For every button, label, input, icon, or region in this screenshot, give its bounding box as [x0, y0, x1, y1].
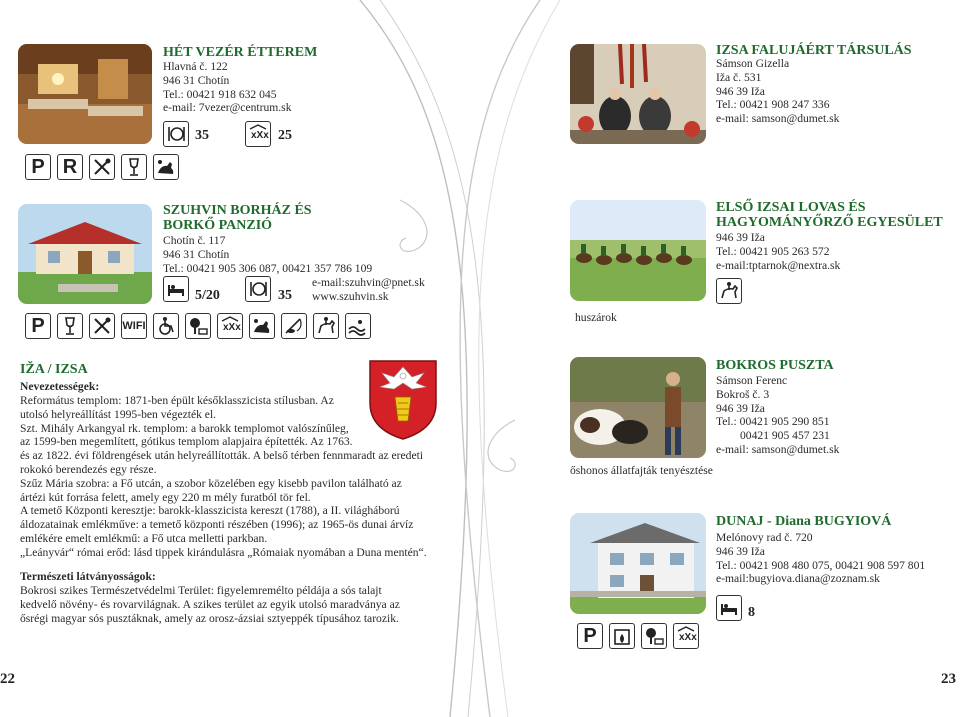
szuhvin-line: Tel.: 00421 905 306 087, 00421 357 786 109	[163, 261, 373, 275]
szuhvin-address	[163, 234, 372, 275]
svg-text:xXx: xXx	[223, 322, 241, 333]
bokros-title: BOKROS PUSZTA	[716, 358, 834, 373]
pets-allowed-icon	[153, 154, 179, 180]
szuhvin-beds: 5/20	[195, 288, 220, 303]
parking-icon: P	[25, 154, 51, 180]
livestock-breeding-photo	[570, 357, 706, 458]
szuhvin-web-link[interactable]: www.szuhvin.sk	[312, 290, 389, 303]
bokros-caption: őshonos állatfajták tenyésztése	[570, 464, 713, 477]
tools-icon	[89, 313, 115, 339]
iza-title: IŽA / IZSA	[20, 362, 88, 377]
iza-sights-heading: Nevezetességek:	[20, 380, 100, 393]
huszarok-caption: huszárok	[575, 311, 617, 324]
terrace-seating-icon	[217, 313, 243, 339]
svg-text:xXx: xXx	[679, 632, 697, 643]
garden-tree-icon	[641, 623, 667, 649]
iza-nature-heading: Természeti látványosságok:	[20, 570, 156, 583]
restaurant-interior-photo	[18, 44, 152, 144]
szuhvin-line: 946 31 Chotín	[163, 247, 230, 261]
elso-lovas-email[interactable]: e-mail:tptarnok@nextra.sk	[716, 258, 841, 272]
hetvezer-line: 946 31 Chotín	[163, 73, 230, 87]
spa-water-icon	[345, 313, 371, 339]
tools-icon	[89, 154, 115, 180]
dunaj-contacts: Melónovy rad č. 720 946 39 Iža Tel.: 00421 908 480 075, 00421 908 597 801 e-mail:bugyiova.diana@zoznam.sk	[716, 531, 926, 586]
hetvezer-address	[163, 60, 292, 115]
izsa-falu-contacts: Sámson Gizella Iža č. 531 946 39 Iža Tel.: 00421 908 247 336 e-mail: samson@dumet.sk	[716, 57, 840, 126]
dunaj-beds: 8	[748, 605, 755, 620]
fireplace-icon	[609, 623, 635, 649]
page-number-right: 23	[941, 671, 956, 687]
bokros-email[interactable]: e-mail: samson@dumet.sk	[716, 442, 840, 456]
szuhvin-email[interactable]: e-mail:szuhvin@pnet.sk	[312, 276, 425, 289]
dunaj-house-photo	[570, 513, 706, 614]
dunaj-title: DUNAJ - Diana BUGYIOVÁ	[716, 514, 892, 529]
pets-allowed-icon	[249, 313, 275, 339]
svg-text:xXx: xXx	[251, 130, 269, 141]
parking-icon: P	[577, 623, 603, 649]
restaurant-plate-icon	[163, 121, 189, 147]
hetvezer-email[interactable]: e-mail: 7vezer@centrum.sk	[163, 101, 292, 115]
szuhvin-house-photo	[18, 204, 152, 304]
izsa-falu-title: IZSA FALUJÁÉRT TÁRSULÁS	[716, 43, 912, 58]
women-weaving-photo	[570, 44, 706, 144]
izsa-falu-email[interactable]: e-mail: samson@dumet.sk	[716, 112, 840, 126]
szuhvin-title: SZUHVIN BORHÁZ ÉS BORKŐ PANZIÓ	[163, 203, 312, 233]
garden-tree-icon	[185, 313, 211, 339]
szuhvin-seats: 35	[278, 288, 292, 303]
iza-sights-text: Református templom: 1871-ben épült későklasszicista stílusban. Az utolsó helyreállítást 1995-ben végezték el. Szt. Mihály Arkangyal rk. templom: a barokk templomot valószínűleg, az 1599-ben megemlített, gótikus templom alapjaira építették. Az 1763. és az 1822. évi földrengések után helyreállították. A belső térben fennmaradt az eredeti rokokó berendezés egy része. Szűz Mária szobra: a Fő utcán, a szobor közelében egy kisebb pavilon található az ártézi kút forrása felett, amely egy 220 m mély furatból tör fel. A temető Központi keresztje: barokk-klasszicista kereszt (1788), a II. világháború áldozatainak emlékműve: a temető központi részében (1996); az 1965-ös dunai árvíz emlékére emelt emlékmű: a Fő utca melletti parkban. „Leányvár“ római erőd: lásd tippek kirándulásra „Rómaiak nyomában a Duna mentén“.	[20, 394, 427, 559]
page-number-left: 22	[0, 671, 15, 687]
hetvezer-line: Tel.: 00421 918 632 045	[163, 87, 277, 101]
hetvezer-seats: 35	[195, 128, 209, 143]
szuhvin-line: Chotín č. 117	[163, 234, 226, 247]
hetvezer-title: HÉT VEZÉR ÉTTEREM	[163, 45, 318, 60]
bed-icon	[163, 276, 189, 302]
parking-icon: P	[25, 313, 51, 339]
fishing-icon	[281, 313, 307, 339]
wine-glass-icon	[57, 313, 83, 339]
bed-icon	[716, 595, 742, 621]
elso-lovas-title: ELSŐ IZSAI LOVAS ÉS HAGYOMÁNYŐRZŐ EGYESÜLET	[716, 200, 943, 230]
hussars-horses-photo	[570, 200, 706, 301]
iza-coat-of-arms	[368, 359, 438, 441]
wifi-icon: WIFI	[121, 313, 147, 339]
hetvezer-line: Hlavná č. 122	[163, 60, 228, 73]
reservation-icon: R	[57, 154, 83, 180]
wheelchair-icon	[153, 313, 179, 339]
wine-glass-icon	[121, 154, 147, 180]
bokros-contacts: Sámson Ferenc Bokroš č. 3 946 39 Iža Tel.: 00421 905 290 851 00421 905 457 231 e-mail: samson@dumet.sk	[716, 374, 840, 456]
elso-lovas-contacts: 946 39 Iža Tel.: 00421 905 263 572 e-mail:tptarnok@nextra.sk	[716, 231, 841, 272]
horse-riding-icon	[716, 278, 742, 304]
terrace-seating-icon	[673, 623, 699, 649]
restaurant-plate-icon	[245, 276, 271, 302]
iza-nature-text: Bokrosi szikes Természetvédelmi Terület: figyelemremélto példája a sós talajt kedvelő növény- és rovarvilágnak. A szikes terület az egyik utolsó maradványa az ősrégi magyar sós pusztáknak, amely az orosz-ázsiai sztyeppék típusához tarozik.	[20, 584, 400, 625]
hetvezer-capacity: 25	[278, 128, 292, 143]
horse-riding-icon	[313, 313, 339, 339]
dunaj-email[interactable]: e-mail:bugyiova.diana@zoznam.sk	[716, 572, 880, 586]
terrace-seating-icon	[245, 121, 271, 147]
